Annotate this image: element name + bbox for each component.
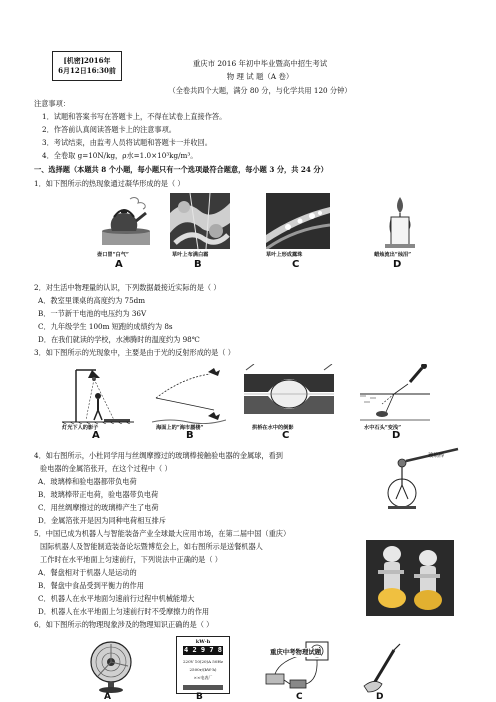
q1-caption-a: 壶口冒“白气”	[97, 252, 129, 258]
q4-glass-rod-label: 玻璃棒	[428, 453, 445, 459]
q3-caption-c: 拱桥在水中的倒影	[252, 425, 294, 431]
q2-stem: 2．对生活中物理量的认识，下列数据最接近实际的是（ ）	[34, 283, 221, 292]
q6-watermark: 重庆中考物理试题	[270, 648, 322, 656]
q4-stem-line-1: 4．如右图所示，小杜同学用与丝绸摩擦过的玻璃棒接触验电器的金属球，看到	[34, 451, 283, 460]
q1-caption-b: 草叶上布满白霜	[172, 252, 209, 258]
q5-option-d: D．机器人在水平地面上匀速前行时不受摩擦力的作用	[38, 607, 210, 616]
q6-meter-terminals	[183, 685, 223, 690]
q5-stem-line-3: 工作时在水平地面上匀速前行，下列说法中正确的是（ ）	[40, 555, 222, 564]
q3-caption-d: 水中石头“变浅”	[364, 425, 402, 431]
q3-figure-a-lamp-shadow	[62, 364, 134, 424]
q6-figure-b-electricity-meter	[176, 636, 230, 694]
confidential-stamp	[52, 51, 122, 81]
q3-figure-b-mirage	[152, 364, 226, 424]
q2-option-d: D．在我们就读的学校，水沸腾时的温度约为 98℃	[38, 335, 200, 344]
q3-letter-b: B	[186, 430, 194, 441]
q2-option-b: B．一节新干电池的电压约为 36V	[38, 309, 147, 318]
q6-meter-reading: 4 2 9 7 8	[184, 646, 222, 654]
notice-item-4: 4．全卷取 g=10N/kg，ρ水=1.0×10³kg/m³。	[42, 151, 198, 160]
q1-figure-c-dew	[266, 193, 330, 249]
exam-subtitle: 物 理 试 题（A 卷）	[226, 72, 294, 81]
notice-item-2: 2．作答前认真阅读答题卡上的注意事项。	[42, 125, 176, 134]
q3-letter-c: C	[282, 430, 290, 441]
q6-letter-c: C	[296, 692, 303, 702]
q2-option-c: C．九年级学生 100m 短跑的成绩约为 8s	[38, 322, 173, 331]
q4-option-b: B．玻璃棒带正电荷，验电器带负电荷	[38, 490, 159, 499]
q6-meter-maker: ××电表厂	[193, 675, 213, 680]
notice-item-1: 1．试题和答案书写在答题卡上，不得在试卷上直接作答。	[42, 112, 227, 121]
q6-letter-d: D	[376, 692, 384, 702]
q6-meter-unit: kW·h	[195, 639, 211, 645]
notice-item-3: 3．考试结束，由监考人员将试题和答题卡一并收回。	[42, 138, 212, 147]
q3-caption-b: 海面上的“海市蜃楼”	[156, 425, 204, 431]
q6-stem: 6．如下图所示的物理现象涉及的物理知识正确的是（ ）	[34, 620, 214, 629]
q6-figure-d-test-pen	[360, 642, 406, 694]
section-1-heading: 一、选择题（本题共 8 个小题，每小题只有一个选项最符合题意，每小题 3 分，共 24 分）	[34, 165, 328, 174]
q1-caption-d: 蜡烛流出“烛泪”	[374, 252, 412, 258]
q3-letter-d: D	[392, 430, 401, 441]
q6-letter-b: B	[196, 692, 203, 702]
q1-figure-d-candle	[380, 193, 420, 249]
q1-figure-a-kettle	[100, 193, 152, 249]
q1-letter-a: A	[115, 259, 123, 270]
q5-stem-line-1: 5．中国已成为机器人与智能装备产业全球最大应用市场，在第二届中国（重庆）	[34, 529, 291, 538]
q2-option-a: A．教室里课桌的高度约为 75dm	[38, 296, 146, 305]
q5-figure-robots	[366, 540, 454, 616]
q6-letter-a: A	[104, 692, 111, 702]
q6-figure-a-fan	[88, 640, 134, 694]
q1-stem: 1．如下图所示的热现象通过凝华形成的是（ ）	[34, 179, 185, 188]
q4-option-a: A．玻璃棒和验电器都带负电荷	[38, 477, 137, 486]
q1-letter-b: B	[194, 259, 202, 270]
q6-meter-spec-1: 220V 10(20)A 50Hz	[183, 659, 223, 664]
q4-option-d: D．金属箔张开是因为同种电荷相互排斥	[38, 516, 166, 525]
exam-note: （全卷共四个大题，满分 80 分，与化学共用 120 分钟）	[168, 86, 352, 95]
q3-letter-a: A	[92, 430, 100, 441]
q1-caption-c: 草叶上形成露珠	[266, 252, 303, 258]
q1-letter-d: D	[393, 259, 402, 270]
stamp-line-1: [机密]2016年	[63, 56, 111, 65]
q5-option-b: B．餐盘中食品受到平衡力的作用	[38, 581, 144, 590]
q3-figure-c-bridge-reflection	[244, 364, 334, 424]
exam-title: 重庆市 2016 年初中毕业暨高中招生考试	[192, 59, 328, 68]
q4-figure-electroscope	[376, 447, 472, 509]
q4-option-c: C．用丝绸摩擦过的玻璃棒产生了电荷	[38, 503, 159, 512]
q3-stem: 3．如下图所示的光现象中，主要是由于光的反射形成的是（ ）	[34, 348, 235, 357]
q1-letter-c: C	[292, 259, 300, 270]
q3-figure-d-stone-in-water	[360, 364, 430, 424]
stamp-line-2: 6月12日16:30前	[58, 66, 116, 75]
q5-option-c: C．机器人在水平地面匀速前行过程中机械能增大	[38, 594, 195, 603]
q4-stem-line-2: 验电器的金属箔张开，在这个过程中（ ）	[40, 464, 172, 473]
q6-meter-spec-2: 2500r/(kW·h)	[189, 667, 217, 672]
q5-stem-line-2: 国际机器人及智能制造装备论坛暨博览会上，如右图所示是送餐机器人	[40, 542, 263, 551]
notice-heading: 注意事项：	[34, 99, 70, 108]
q3-caption-a: 灯光下人的影子	[62, 425, 99, 431]
q5-option-a: A．餐盘相对于机器人是运动的	[38, 568, 137, 577]
q1-figure-b-frost	[170, 193, 230, 249]
